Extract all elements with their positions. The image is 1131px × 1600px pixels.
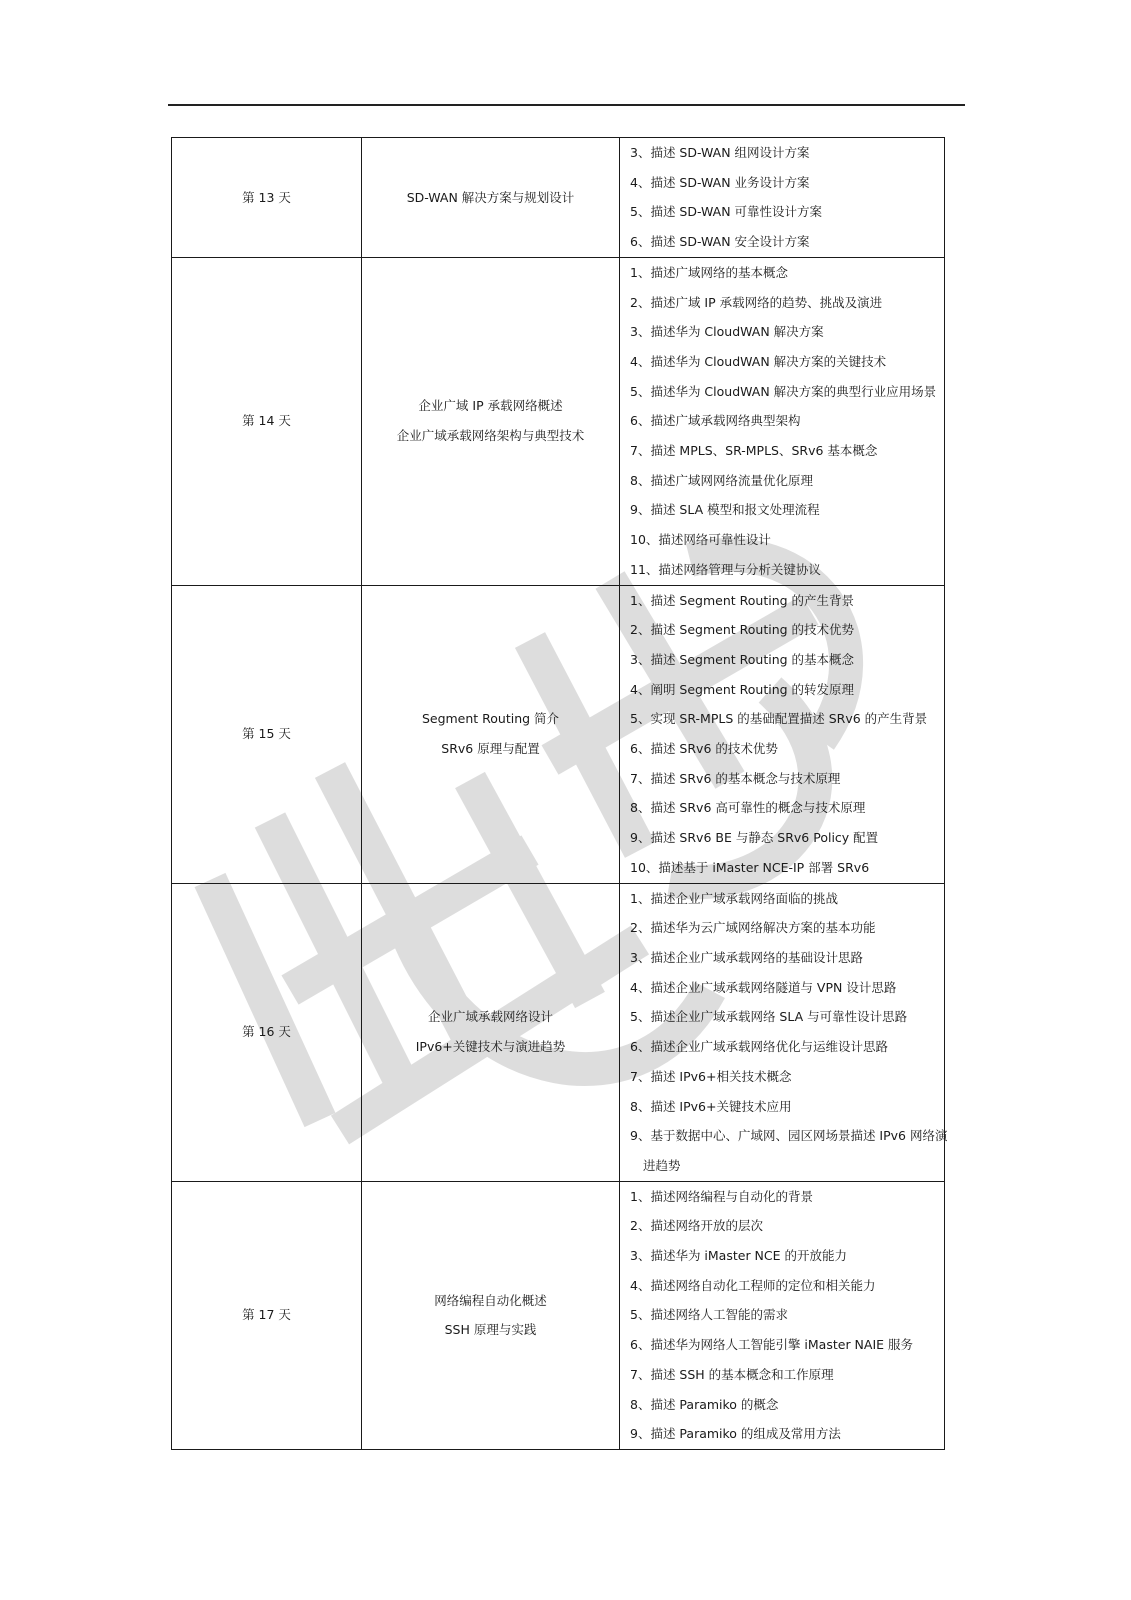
day-label: 第 16 天: [242, 1024, 291, 1040]
topic-line: SRv6 原理与配置: [441, 741, 540, 757]
list-item: 8、描述广域网网络流量优化原理: [630, 472, 813, 488]
list-item: 1、描述网络编程与自动化的背景: [630, 1188, 813, 1204]
topic-line: Segment Routing 简介: [421, 711, 560, 727]
list-item: 7、描述 SSH 的基本概念和工作原理: [630, 1366, 834, 1382]
topic-line: SD-WAN 解决方案与规划设计: [406, 189, 575, 205]
topic-line: 企业广域承载网络设计: [427, 1009, 553, 1025]
table-row: [172, 138, 945, 258]
list-item: 7、描述 SRv6 的基本概念与技术原理: [630, 770, 841, 786]
list-item-continuation: 进趋势: [643, 1157, 681, 1173]
list-item: 3、描述 SD-WAN 组网设计方案: [630, 145, 810, 160]
list-item: 5、描述企业广域承载网络 SLA 与可靠性设计思路: [630, 1009, 908, 1025]
table-row: [172, 257, 945, 585]
topic-cell: [362, 883, 620, 1181]
list-item: 10、描述基于 iMaster NCE-IP 部署 SRv6: [630, 859, 870, 875]
topic-cell: [362, 257, 620, 585]
topic-cell: [362, 1181, 620, 1449]
items-cell: [620, 585, 945, 883]
list-item: 9、描述 SLA 模型和报文处理流程: [630, 502, 820, 518]
day-cell: [172, 138, 362, 258]
items-cell: [620, 138, 945, 258]
table-row: [172, 585, 945, 883]
list-item: 6、描述 SD-WAN 安全设计方案: [630, 234, 810, 250]
list-item: 4、描述网络自动化工程师的定位和相关能力: [630, 1277, 876, 1293]
list-item: 2、描述华为云广域网络解决方案的基本功能: [630, 920, 876, 936]
day-cell: [172, 585, 362, 883]
list-item: 4、阐明 Segment Routing 的转发原理: [630, 681, 855, 697]
topic-line: SSH 原理与实践: [444, 1322, 537, 1338]
list-item: 5、描述网络人工智能的需求: [630, 1307, 788, 1323]
list-item: 8、描述 SRv6 高可靠性的概念与技术原理: [630, 800, 866, 816]
list-item: 8、描述 IPv6+关键技术应用: [630, 1098, 792, 1114]
day-label: 第 13 天: [242, 189, 291, 205]
table-row: [172, 1181, 945, 1449]
list-item: 7、描述 MPLS、SR-MPLS、SRv6 基本概念: [630, 443, 878, 459]
course-schedule-table: [171, 137, 948, 1450]
list-item: 3、描述企业广域承载网络的基础设计思路: [630, 949, 863, 965]
topic-line: 企业广域承载网络架构与典型技术: [396, 428, 585, 444]
topic-cell: [362, 138, 620, 258]
day-cell: [172, 257, 362, 585]
list-item: 2、描述广域 IP 承载网络的趋势、挑战及演进: [630, 294, 883, 310]
list-item: 6、描述广域承载网络典型架构: [630, 413, 801, 429]
list-item: 3、描述华为 CloudWAN 解决方案: [630, 324, 824, 340]
list-item: 5、实现 SR-MPLS 的基础配置描述 SRv6 的产生背景: [630, 711, 928, 727]
list-item: 2、描述网络开放的层次: [630, 1218, 763, 1234]
day-label: 第 15 天: [242, 726, 291, 742]
list-item: 2、描述 Segment Routing 的技术优势: [630, 622, 855, 638]
list-item: 5、描述 SD-WAN 可靠性设计方案: [630, 204, 823, 220]
items-cell: [620, 883, 948, 1181]
list-item: 9、基于数据中心、广域网、园区网场景描述 IPv6 网络演: [630, 1128, 948, 1144]
list-item: 5、描述华为 CloudWAN 解决方案的典型行业应用场景: [630, 383, 937, 399]
list-item: 10、描述网络可靠性设计: [630, 532, 771, 548]
topic-line: IPv6+关键技术与演进趋势: [415, 1039, 566, 1055]
list-item: 11、描述网络管理与分析关键协议: [630, 561, 821, 577]
day-cell: [172, 883, 362, 1181]
list-item: 3、描述华为 iMaster NCE 的开放能力: [630, 1248, 848, 1264]
table-row: [172, 883, 945, 1181]
list-item: 4、描述华为 CloudWAN 解决方案的关键技术: [630, 353, 887, 369]
list-item: 8、描述 Paramiko 的概念: [630, 1396, 779, 1412]
day-cell: [172, 1181, 362, 1449]
day-label: 第 14 天: [242, 413, 291, 429]
day-label: 第 17 天: [242, 1307, 291, 1323]
list-item: 1、描述广域网络的基本概念: [630, 264, 788, 280]
list-item: 9、描述 SRv6 BE 与静态 SRv6 Policy 配置: [630, 830, 879, 846]
header-rule: [168, 104, 965, 106]
list-item: 4、描述 SD-WAN 业务设计方案: [630, 174, 810, 190]
items-cell: [620, 1181, 945, 1449]
topic-line: 企业广域 IP 承载网络概述: [418, 398, 563, 414]
list-item: 7、描述 IPv6+相关技术概念: [630, 1068, 792, 1084]
list-item: 1、描述企业广域承载网络面临的挑战: [630, 890, 838, 906]
list-item: 6、描述 SRv6 的技术优势: [630, 741, 778, 757]
list-item: 6、描述华为网络人工智能引擎 iMaster NAIE 服务: [630, 1337, 914, 1353]
list-item: 3、描述 Segment Routing 的基本概念: [630, 651, 855, 667]
list-item: 1、描述 Segment Routing 的产生背景: [630, 592, 855, 608]
topic-line: 网络编程自动化概述: [434, 1292, 547, 1308]
items-cell: [620, 257, 945, 585]
topic-cell: [362, 585, 620, 883]
list-item: 4、描述企业广域承载网络隧道与 VPN 设计思路: [630, 979, 897, 995]
list-item: 6、描述企业广域承载网络优化与运维设计思路: [630, 1039, 888, 1055]
list-item: 9、描述 Paramiko 的组成及常用方法: [630, 1426, 841, 1442]
